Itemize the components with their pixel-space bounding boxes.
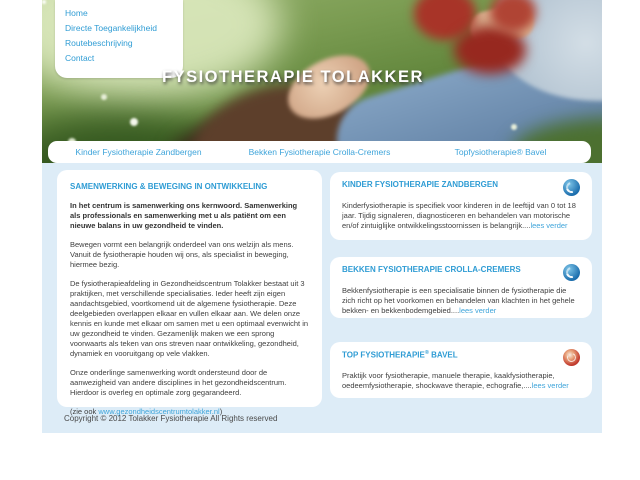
article-heading: SAMENWERKING & BEWEGING IN ONTWIKKELING: [70, 182, 268, 191]
menu-item-directe-toegankelijkheid[interactable]: Directe Toegankelijkheid: [65, 23, 157, 33]
specialties-navbar: [48, 141, 591, 163]
article-panel: [57, 170, 322, 416]
registered-mark: ®: [424, 350, 429, 356]
menu-item-contact[interactable]: Contact: [65, 53, 95, 63]
card-body-text: Praktijk voor fysiotherapie, manuele therapie, kaakfysiotherapie, oedeemfysiotherapie, shockwave therapie, echografie,....: [342, 371, 555, 390]
card-title: [342, 265, 555, 274]
nav-topfysiotherapie[interactable]: Topfysiotherapie® Bavel: [454, 147, 547, 157]
card-title: [342, 350, 555, 360]
card-bekken-fysiotherapie: [330, 257, 592, 318]
gezondheidscentrum-link[interactable]: www.gezondheidscentrumtolakker.nl: [98, 407, 220, 416]
card-title-text: KINDER FYSIOTHERAPIE ZANDBERGEN: [342, 180, 499, 189]
copyright-text: Copyright © 2012 Tolakker Fysiotherapie All Rights reserved: [64, 414, 278, 423]
site-title: FYSIOTHERAPIE TOLAKKER: [162, 68, 424, 86]
top-menu: [55, 0, 183, 78]
article-paragraph: De fysiotherapieafdeling in Gezondheidscentrum Tolakker bestaat uit 3 praktijken, met verschillende specialisaties. Ieder heeft zijn eigen aandachtsgebied, voortkomend uit de algemene fysiotherapie. Deze deelgebieden overlappen elkaar en vullen elkaar aan. We delen onze kennis en kunde met elkaar om samen met u een optimaal evenwicht in uw gezondheid te vinden. Gezamenlijk maken we een sprong voorwaarts als teken van ons streven naar ontwikkeling, gezondheid, dynamiek en vooruitgang op vele vlakken.: [70, 279, 309, 358]
menu-item-home[interactable]: Home: [65, 8, 88, 18]
main-container: [42, 0, 602, 433]
see-also-prefix: (zie ook: [70, 407, 99, 416]
red-badge-logo-icon: [563, 349, 580, 366]
lees-verder-link[interactable]: lees verder: [530, 221, 568, 230]
card-body-text: Bekkenfysiotherapie is een specialisatie binnen de fysiotherapie die zich richt op het voorkomen en behandelen van klachten in het gehele bekken- en bekkenbodemgebied....: [342, 286, 575, 315]
nav-bekken-fysiotherapie[interactable]: Bekken Fysiotherapie Crolla-Cremers: [248, 147, 391, 157]
card-header: [342, 180, 580, 196]
card-title-text: BAVEL: [428, 350, 458, 360]
see-also-suffix: ): [219, 407, 223, 416]
blue-swirl-logo-icon: [563, 264, 580, 281]
nav-kinder-fysiotherapie[interactable]: Kinder Fysiotherapie Zandbergen: [75, 147, 202, 157]
card-body-text: Kinderfysiotherapie is specifiek voor kinderen in de leeftijd van 0 tot 18 jaar. Tijdig signaleren, diagnosticeren en behandelen van motorische en/of zintuiglijke ontwikkelingsstoornissen is belangrijk....: [342, 201, 576, 230]
article-intro: In het centrum is samenwerking ons kernwoord. Samenwerking als professionals en samenwerking met u als patiënt om een nieuwe balans in uw gezondheid te vinden.: [70, 201, 298, 230]
card-title-text: BEKKEN FYSIOTHERAPIE CROLLA-CREMERS: [342, 265, 521, 274]
card-title-text: TOP FYSIOTHERAPIE: [342, 350, 425, 360]
card-body: [342, 201, 580, 231]
card-header: [342, 350, 580, 366]
card-body: [342, 371, 580, 391]
lees-verder-link[interactable]: lees verder: [531, 381, 569, 390]
article-paragraph: Bewegen vormt een belangrijk onderdeel van ons welzijn als mens. Vanuit de fysiotherapie houden wij ons, als specialist in beweging, hiermee bezig.: [70, 240, 294, 269]
blue-swirl-logo-icon: [563, 179, 580, 196]
card-kinder-fysiotherapie: [330, 172, 592, 240]
article-paragraph: Onze onderlinge samenwerking wordt ondersteund door de aanwezigheid van andere disciplines in het gezondheidscentrum. Hierdoor is overleg en optimale zorg gegarandeerd.: [70, 368, 287, 397]
lees-verder-link[interactable]: lees verder: [459, 306, 497, 315]
card-header: [342, 265, 580, 281]
hero-red-flowers: [454, 26, 526, 74]
menu-item-routebeschrijving[interactable]: Routebeschrijving: [65, 38, 133, 48]
card-body: [342, 286, 580, 316]
card-top-fysiotherapie: [330, 342, 592, 398]
card-title: [342, 180, 555, 189]
hero-daisies: [42, 0, 46, 4]
